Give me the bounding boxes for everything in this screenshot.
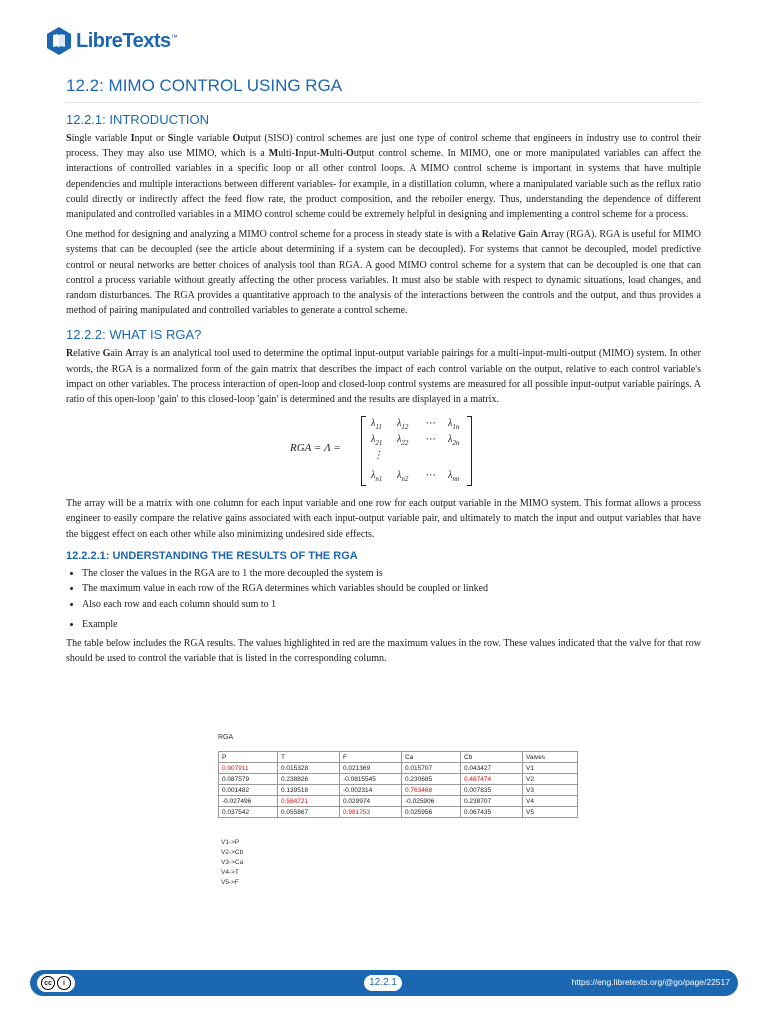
matrix-cell: $\lambda_{n1}$ (371, 470, 383, 484)
table-cell: 0.029974 (340, 796, 402, 807)
pairing-item: V1->P (221, 839, 240, 846)
matrix-cell: $\lambda_{n2}$ (397, 470, 409, 484)
table-cell: 0.067435 (461, 807, 523, 818)
results-bullet-list (66, 566, 701, 613)
table-cell: 0.037542 (219, 807, 278, 818)
matrix-cell: $\lambda_{nn}$ (448, 470, 460, 484)
table-cell: V2 (523, 774, 578, 785)
page-url-link[interactable]: https://eng.libretexts.org/@go/page/22517 (571, 977, 730, 987)
table-cell: 0.981753 (340, 807, 402, 818)
attribution-icon: i (57, 976, 71, 990)
rga-table-figure (218, 734, 578, 818)
cc-license-badge[interactable] (37, 974, 75, 992)
table-header-cell: T (278, 752, 340, 763)
example-list (66, 617, 701, 633)
matrix-cell: $\lambda_{21}$ (371, 434, 383, 448)
matrix-cell: $\lambda_{2n}$ (448, 434, 460, 448)
table-cell: 0.087579 (219, 774, 278, 785)
libretexts-logo-icon (46, 26, 72, 56)
table-header-row (219, 752, 578, 763)
table-header-cell: Valves (523, 752, 578, 763)
table-cell: 0.230685 (402, 774, 461, 785)
table-cell: 0.015707 (402, 763, 461, 774)
table-row (219, 774, 578, 785)
table-cell: -0.027496 (219, 796, 278, 807)
equation-lhs: RGA = Λ = (290, 442, 341, 455)
table-cell: 0.025956 (402, 807, 461, 818)
table-cell: 0.487474 (461, 774, 523, 785)
table-cell: 0.763468 (402, 785, 461, 796)
what-paragraph-1: Relative Gain Array is an analytical tool used to determine the optimal input-output variable pairings for a multi-input-multi-output (MIMO) system. In other words, the RGA is a normalized form of the gain matrix that describes the impact of each control variable on the output, relative to each control variable's impact on other variables. The process interaction of open-loop and closed-loop control systems are measured for all possible input-output variable pairings. A ratio of this open-loop 'gain' to this closed-loop 'gain' is determined and the results are displayed in a matrix. (66, 348, 702, 406)
table-cell: 0.907911 (219, 763, 278, 774)
table-cell: 0.001482 (219, 785, 278, 796)
matrix-cell: $\lambda_{1n}$ (448, 418, 460, 432)
logo-text: LibreTexts™ (76, 29, 178, 52)
table-row (219, 796, 578, 807)
section-heading-introduction: 12.2.1: INTRODUCTION (66, 112, 210, 127)
rga-table-title: RGA (218, 734, 234, 741)
table-cell: 0.238826 (278, 774, 340, 785)
table-header-cell: F (340, 752, 402, 763)
results-paragraph: The table below includes the RGA results. The values highlighted in red are the maximum values in the row. These values indicated that the valve for that row should be used to control the variable that is listed in the corresponding column. (66, 638, 701, 665)
matrix-right-bracket (467, 416, 472, 486)
page-content (66, 76, 701, 672)
table-cell: -0.0815545 (340, 774, 402, 785)
matrix-cell: ⋯ (425, 470, 435, 482)
table-cell: 0.139518 (278, 785, 340, 796)
matrix-left-bracket (361, 416, 366, 486)
list-item: • The maximum value in each row of the RGA determines which variables should be coupled or linked (82, 581, 701, 597)
table-cell: 0.007835 (461, 785, 523, 796)
intro-paragraph-1: Single variable Input or Single variable Output (SISO) control schemes are just one type of control scheme that engineers in industry use to control their process. They may also use MIMO, which is a Multi-Input-Multi-Output control scheme. In MIMO, one or more manipulated variables can affect the interactions of controlled variables in a specific loop or all other control loops. A MIMO control scheme is important in systems that have multiple dependencies and multiple interactions between different variables- for example, in a distillation column, where a manipulated variable such as the reflux ratio could directly or indirectly affect the feed flow rate, the product composition, and the reboiler energy. Thus, understanding the dependence of different manipulated and controlled variables in a MIMO control scheme could be extremely helpful in designing and implementing a control scheme for a process. (66, 133, 701, 221)
table-cell: -0.025906 (402, 796, 461, 807)
table-cell: 0.238707 (461, 796, 523, 807)
table-header-cell: Ca (402, 752, 461, 763)
intro-paragraph-2: One method for designing and analyzing a MIMO control scheme for a process in steady state is with a Relative Gain Array (RGA). RGA is useful for MIMO systems that can be decoupled (see the article about determining if a system can be decoupled). For systems that cannot be decoupled, model predictive control or neural networks are better choices of analysis tool than RGA. A good MIMO control scheme for a system that can be decoupled is one that can control a process variable without greatly affecting the other process variables. It must also be stable with respect to dynamic situations, load changes, and random disturbances. The RGA provides a quantitative approach to the analysis of the interactions between the controls and the output, and thus provides a method of pairing manipulated and controlled variables to generate a control scheme. (66, 229, 701, 317)
matrix-cell: $\lambda_{22}$ (397, 434, 409, 448)
table-cell: 0.043427 (461, 763, 523, 774)
pairings-list (221, 838, 243, 888)
section-heading-results: 12.2.2.1: UNDERSTANDING THE RESULTS OF THE RGA (66, 549, 358, 562)
cc-icon: cc (41, 976, 55, 990)
pairing-item: V4->T (221, 869, 239, 876)
table-cell: 0.055867 (278, 807, 340, 818)
table-cell: 0.015328 (278, 763, 340, 774)
table-header-cell: Cb (461, 752, 523, 763)
table-cell: V1 (523, 763, 578, 774)
table-header-cell: P (219, 752, 278, 763)
matrix-cell: ⋯ (425, 418, 435, 430)
list-item-example: • Example (82, 617, 701, 633)
matrix-cell: ⋮ (373, 450, 383, 462)
table-cell: V3 (523, 785, 578, 796)
pairing-item: V2->Cb (221, 849, 244, 856)
section-heading-what-is-rga: 12.2.2: WHAT IS RGA? (66, 327, 202, 343)
page-number: 12.2.1 (364, 975, 402, 991)
matrix-cell: ⋯ (425, 434, 435, 446)
rga-equation (66, 412, 701, 490)
list-item: • Also each row and each column should sum to 1 (82, 597, 701, 613)
table-cell: 0.584721 (278, 796, 340, 807)
matrix-cell: $\lambda_{11}$ (371, 418, 382, 432)
table-cell: V5 (523, 807, 578, 818)
libretexts-logo[interactable] (46, 26, 177, 56)
list-item: • The closer the values in the RGA are to 1 the more decoupled the system is (82, 566, 701, 582)
table-row (219, 807, 578, 818)
pairing-item: V3->Ca (221, 859, 244, 866)
table-cell: V4 (523, 796, 578, 807)
what-paragraph-2: The array will be a matrix with one column for each input variable and one row for each output variable in the MIMO system. This format allows a process engineer to easily compare the relative gains associated with each input-output variable pair, and ultimately to match the input and output variables that have the biggest effect on each other while also minimizing undesired side effects. (66, 498, 701, 540)
table-cell: -0.002314 (340, 785, 402, 796)
page-title: 12.2: MIMO CONTROL USING RGA (66, 76, 701, 103)
rga-table (218, 751, 578, 818)
table-row (219, 785, 578, 796)
page-footer (30, 970, 738, 996)
pairing-item: V5->F (221, 879, 239, 886)
table-row (219, 763, 578, 774)
matrix-cell: $\lambda_{12}$ (397, 418, 409, 432)
table-cell: 0.021369 (340, 763, 402, 774)
